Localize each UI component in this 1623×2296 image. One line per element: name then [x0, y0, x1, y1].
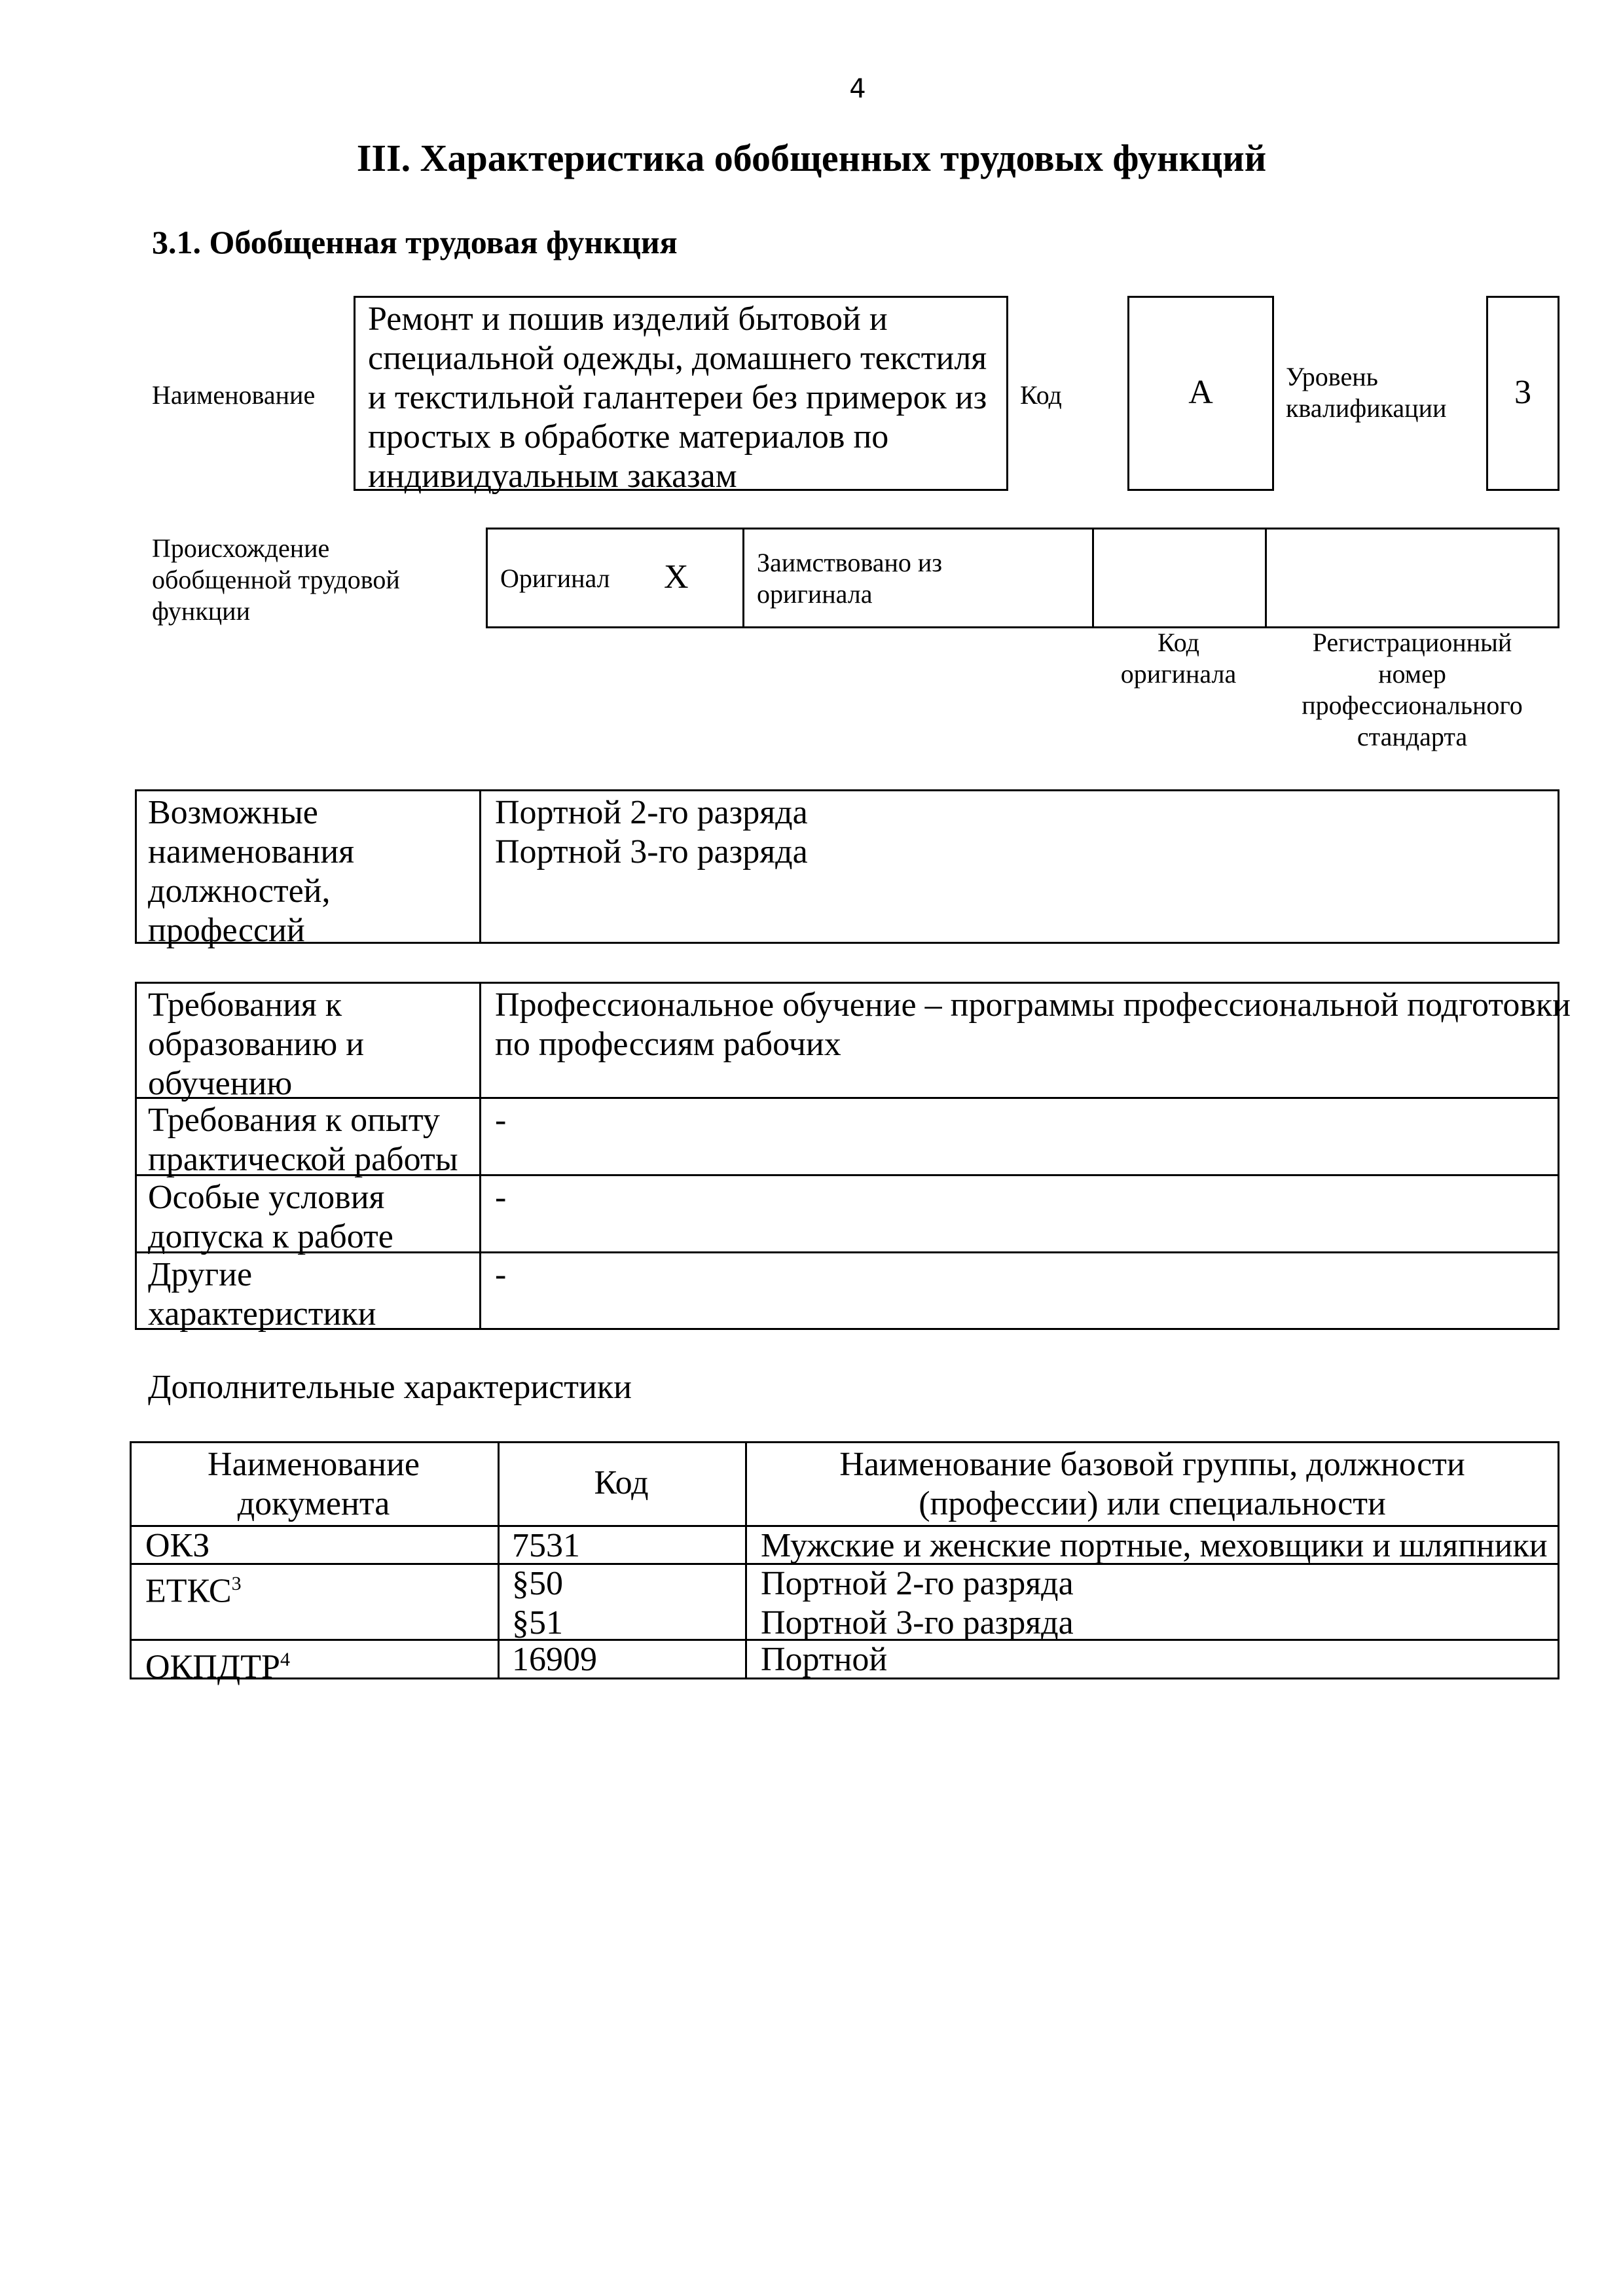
requirement-label-line: Требования к — [148, 986, 342, 1024]
name-line: простых в обработке материалов по — [368, 418, 889, 456]
name-line: и текстильной галантереи без примерок из — [368, 379, 987, 416]
code-caption — [1092, 627, 1265, 690]
footnote-ref: 4 — [280, 1649, 290, 1670]
origin-label — [152, 533, 400, 627]
positions-value-line: Портной 2-го разряда — [495, 794, 808, 831]
origin-divider — [742, 528, 744, 628]
requirement-label-line: Требования к опыту — [148, 1102, 440, 1139]
positions-label-line: должностей, — [148, 872, 331, 910]
subsection-title: 3.1. Обобщенная трудовая функция — [152, 224, 678, 260]
header-group — [745, 1445, 1559, 1524]
requirement-value-line: - — [495, 1102, 507, 1139]
requirement-label — [148, 1255, 376, 1334]
header-code: Код — [594, 1464, 649, 1501]
code-line: §51 — [512, 1604, 563, 1641]
requirement-label-line: Другие — [148, 1256, 253, 1293]
requirement-label-line: образованию и — [148, 1026, 365, 1063]
table-row-doc — [145, 1640, 290, 1687]
name-line: специальной одежды, домашнего текстиля — [368, 340, 987, 377]
requirement-value — [495, 1178, 506, 1217]
requirement-value-line: Профессиональное обучение – программы профессиональной подготовки — [495, 986, 1571, 1024]
origin-table — [486, 528, 1559, 628]
table-row-code — [512, 1526, 580, 1566]
name-line: индивидуальным заказам — [368, 457, 737, 495]
name-value — [368, 300, 1003, 496]
table-row-doc — [145, 1564, 242, 1611]
requirement-label-line: допуска к работе — [148, 1218, 393, 1255]
borrowed-label-line: оригинала — [757, 579, 873, 609]
table-row-code — [512, 1564, 563, 1643]
positions-label-line: наименования — [148, 833, 355, 870]
origin-label-line: функции — [152, 596, 250, 626]
positions-value-line: Портной 3-го разряда — [495, 833, 808, 870]
original-mark: Х — [664, 558, 689, 596]
requirement-value — [495, 1101, 506, 1140]
level-value: 3 — [1514, 374, 1531, 411]
level-label-line: Уровень — [1286, 362, 1378, 391]
origin-divider — [1265, 528, 1267, 628]
doc-name: ОКЗ — [145, 1527, 210, 1564]
reg-caption — [1265, 627, 1559, 753]
requirement-value-line: по профессиям рабочих — [495, 1026, 841, 1063]
table-row-code — [512, 1640, 597, 1679]
positions-label — [148, 793, 354, 950]
header-doc-line: Наименование — [208, 1446, 420, 1483]
requirement-label-line: обучению — [148, 1065, 293, 1102]
requirement-label — [148, 1178, 393, 1257]
header-group-line: Наименование базовой группы, должности — [839, 1446, 1465, 1483]
requirement-label-line: характеристики — [148, 1295, 376, 1333]
reg-caption-line: профессионального — [1302, 691, 1523, 720]
name-label: Наименование — [152, 380, 316, 410]
additional-title: Дополнительные характеристики — [148, 1369, 632, 1406]
table-row-doc — [145, 1526, 210, 1566]
requirement-value-line: - — [495, 1256, 507, 1293]
doc-name: ОКПДТР — [145, 1648, 280, 1686]
code-label: Код — [1020, 380, 1062, 410]
footnote-ref: 3 — [231, 1573, 242, 1594]
code-caption-line: Код — [1158, 628, 1199, 657]
name-line: Портной 2-го разряда — [761, 1565, 1074, 1602]
section-title: III. Характеристика обобщенных трудовых функций — [356, 137, 1267, 179]
table-row-name — [761, 1526, 1548, 1566]
positions-label-line: Возможные — [148, 794, 318, 831]
name-line: Портной 3-го разряда — [761, 1604, 1074, 1641]
name-line: Ремонт и пошив изделий бытовой и — [368, 300, 888, 338]
borrowed-label — [757, 547, 942, 610]
borrowed-label-line: Заимствовано из — [757, 548, 943, 577]
page-number: 4 — [849, 74, 866, 104]
requirement-label — [148, 986, 364, 1103]
positions-value — [495, 793, 808, 872]
requirement-label-line: Особые условия — [148, 1179, 385, 1216]
code-line: §50 — [512, 1565, 563, 1602]
origin-divider — [1092, 528, 1094, 628]
requirement-label — [148, 1101, 458, 1179]
level-label — [1286, 361, 1446, 424]
code-value: А — [1188, 374, 1213, 411]
level-label-line: квалификации — [1286, 393, 1447, 423]
positions-label-line: профессий — [148, 912, 305, 949]
table-row-name — [761, 1640, 887, 1679]
requirement-label-line: практической работы — [148, 1141, 458, 1178]
requirement-value-line: - — [495, 1179, 507, 1216]
requirement-value — [495, 986, 1571, 1064]
doc-name: ЕТКС — [145, 1572, 232, 1610]
header-doc — [130, 1445, 498, 1524]
table-row-name — [761, 1564, 1074, 1643]
origin-label-line: Происхождение — [152, 533, 330, 563]
name-line: Портной — [761, 1641, 888, 1678]
reg-caption-line: Регистрационный — [1312, 628, 1512, 657]
requirement-value — [495, 1255, 506, 1295]
origin-label-line: обобщенной трудовой — [152, 565, 400, 594]
original-label: Оригинал — [500, 564, 610, 593]
name-line: Мужские и женские портные, меховщики и шляпники — [761, 1527, 1548, 1564]
header-doc-line: документа — [237, 1485, 390, 1522]
reg-caption-line: стандарта — [1357, 722, 1468, 751]
requirements-divider — [479, 982, 481, 1330]
header-group-line: (профессии) или специальности — [919, 1485, 1386, 1522]
code-line: 7531 — [512, 1527, 580, 1564]
code-line: 16909 — [512, 1641, 597, 1678]
positions-divider — [479, 789, 481, 944]
code-caption-line: оригинала — [1120, 659, 1237, 689]
reg-caption-line: номер — [1378, 659, 1446, 689]
